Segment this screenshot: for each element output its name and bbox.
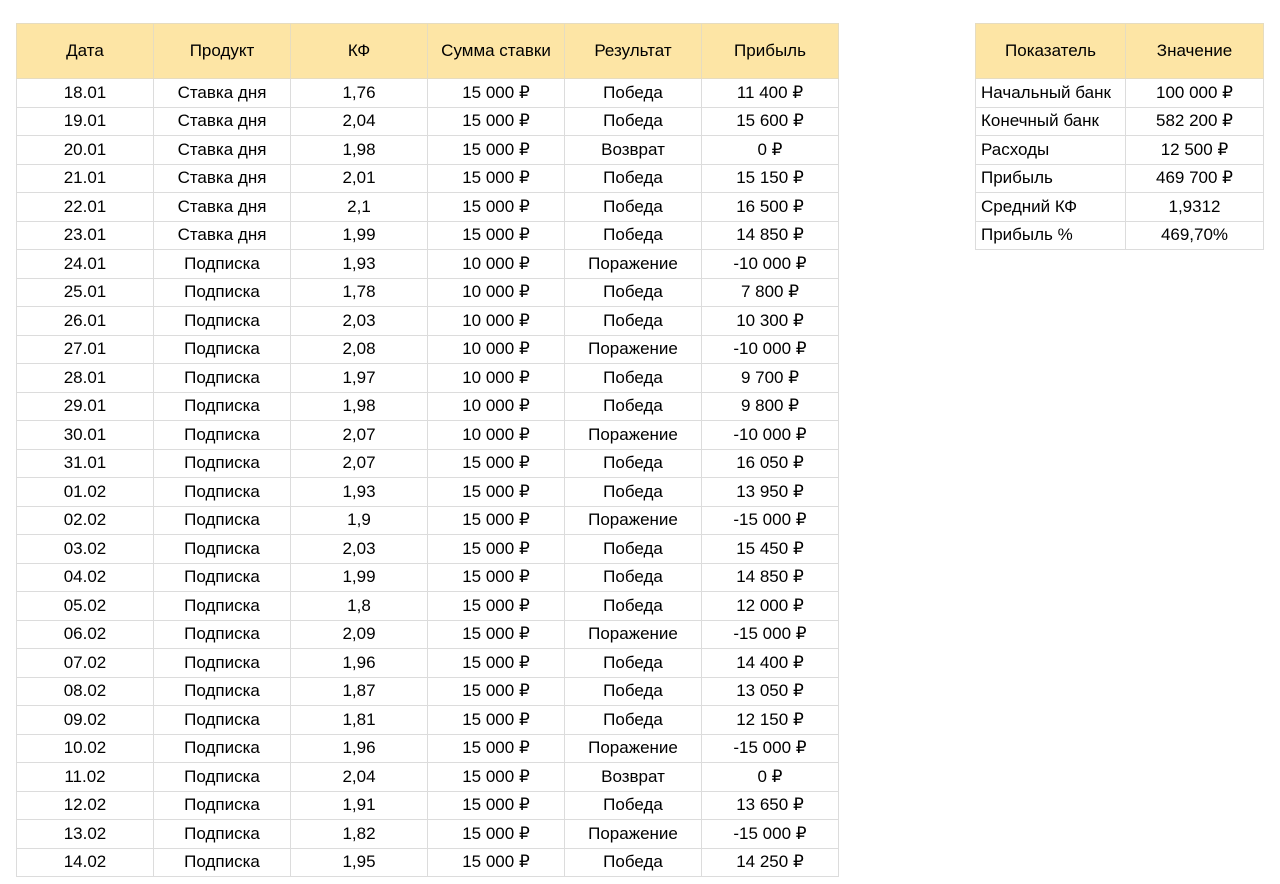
cell-result[interactable]: Поражение — [565, 820, 702, 849]
cell-odds[interactable]: 2,08 — [291, 335, 428, 364]
cell-result[interactable]: Победа — [565, 107, 702, 136]
cell-date[interactable]: 07.02 — [17, 649, 154, 678]
cell-stake[interactable]: 15 000 ₽ — [428, 79, 565, 108]
cell-result[interactable]: Победа — [565, 706, 702, 735]
summary-value-cell[interactable]: 100 000 ₽ — [1126, 79, 1264, 108]
cell-date[interactable]: 24.01 — [17, 250, 154, 279]
cell-result[interactable]: Поражение — [565, 506, 702, 535]
cell-profit[interactable]: 11 400 ₽ — [702, 79, 839, 108]
cell-odds[interactable]: 1,98 — [291, 136, 428, 165]
cell-profit[interactable]: 14 850 ₽ — [702, 563, 839, 592]
table-row — [17, 364, 839, 393]
cell-result[interactable]: Победа — [565, 592, 702, 621]
table-row — [17, 763, 839, 792]
cell-stake[interactable]: 15 000 ₽ — [428, 563, 565, 592]
cell-result[interactable]: Поражение — [565, 421, 702, 450]
cell-result[interactable]: Победа — [565, 79, 702, 108]
cell-product[interactable]: Подписка — [154, 478, 291, 507]
cell-stake[interactable]: 15 000 ₽ — [428, 677, 565, 706]
cell-product[interactable]: Подписка — [154, 620, 291, 649]
cell-profit[interactable]: -15 000 ₽ — [702, 506, 839, 535]
cell-stake[interactable]: 15 000 ₽ — [428, 791, 565, 820]
cell-stake[interactable]: 15 000 ₽ — [428, 649, 565, 678]
cell-odds[interactable]: 1,93 — [291, 478, 428, 507]
cell-product[interactable]: Подписка — [154, 706, 291, 735]
cell-profit[interactable]: 9 700 ₽ — [702, 364, 839, 393]
table-row — [17, 535, 839, 564]
cell-result[interactable]: Победа — [565, 364, 702, 393]
cell-product[interactable]: Подписка — [154, 677, 291, 706]
cell-stake[interactable]: 10 000 ₽ — [428, 250, 565, 279]
cell-result[interactable]: Возврат — [565, 136, 702, 165]
summary-label-cell[interactable]: Прибыль — [976, 164, 1126, 193]
cell-product[interactable]: Подписка — [154, 592, 291, 621]
cell-profit[interactable]: 12 000 ₽ — [702, 592, 839, 621]
header-indicator[interactable]: Показатель — [976, 24, 1126, 79]
bets-table-container — [16, 23, 839, 884]
cell-profit[interactable]: 12 150 ₽ — [702, 706, 839, 735]
bets-table — [16, 23, 839, 877]
cell-odds[interactable]: 1,98 — [291, 392, 428, 421]
cell-result[interactable]: Поражение — [565, 620, 702, 649]
cell-stake[interactable]: 10 000 ₽ — [428, 421, 565, 450]
cell-odds[interactable]: 2,07 — [291, 449, 428, 478]
cell-date[interactable]: 21.01 — [17, 164, 154, 193]
cell-profit[interactable]: -10 000 ₽ — [702, 421, 839, 450]
cell-profit[interactable]: 9 800 ₽ — [702, 392, 839, 421]
summary-table-container — [975, 23, 1264, 253]
cell-profit[interactable]: -15 000 ₽ — [702, 820, 839, 849]
cell-profit[interactable]: 15 150 ₽ — [702, 164, 839, 193]
cell-odds[interactable]: 1,99 — [291, 563, 428, 592]
cell-odds[interactable]: 2,04 — [291, 107, 428, 136]
table-row — [17, 164, 839, 193]
cell-stake[interactable]: 10 000 ₽ — [428, 392, 565, 421]
cell-odds[interactable]: 2,09 — [291, 620, 428, 649]
table-row — [17, 107, 839, 136]
table-row — [17, 335, 839, 364]
cell-product[interactable]: Подписка — [154, 820, 291, 849]
cell-odds[interactable]: 1,81 — [291, 706, 428, 735]
cell-odds[interactable]: 1,93 — [291, 250, 428, 279]
cell-stake[interactable]: 15 000 ₽ — [428, 820, 565, 849]
cell-date[interactable]: 02.02 — [17, 506, 154, 535]
cell-date[interactable]: 12.02 — [17, 791, 154, 820]
cell-date[interactable]: 05.02 — [17, 592, 154, 621]
summary-row — [976, 79, 1264, 108]
cell-product[interactable]: Подписка — [154, 335, 291, 364]
summary-row — [976, 164, 1264, 193]
header-result[interactable]: Результат — [565, 24, 702, 79]
cell-product[interactable]: Подписка — [154, 250, 291, 279]
cell-result[interactable]: Возврат — [565, 763, 702, 792]
summary-row — [976, 193, 1264, 222]
cell-profit[interactable]: 13 950 ₽ — [702, 478, 839, 507]
summary-table — [975, 23, 1264, 250]
cell-odds[interactable]: 1,8 — [291, 592, 428, 621]
header-stake[interactable]: Сумма ставки — [428, 24, 565, 79]
cell-stake[interactable]: 15 000 ₽ — [428, 107, 565, 136]
cell-date[interactable]: 13.02 — [17, 820, 154, 849]
cell-odds[interactable]: 1,99 — [291, 221, 428, 250]
cell-stake[interactable]: 15 000 ₽ — [428, 164, 565, 193]
table-row — [17, 392, 839, 421]
summary-value-cell[interactable]: 469,70% — [1126, 221, 1264, 250]
cell-date[interactable]: 03.02 — [17, 535, 154, 564]
cell-product[interactable]: Ставка дня — [154, 107, 291, 136]
cell-result[interactable]: Победа — [565, 449, 702, 478]
summary-label-cell[interactable]: Начальный банк — [976, 79, 1126, 108]
cell-profit[interactable]: 15 600 ₽ — [702, 107, 839, 136]
cell-profit[interactable]: 10 300 ₽ — [702, 307, 839, 336]
cell-product[interactable]: Подписка — [154, 421, 291, 450]
cell-stake[interactable]: 15 000 ₽ — [428, 449, 565, 478]
table-row — [17, 250, 839, 279]
table-row — [17, 734, 839, 763]
cell-product[interactable]: Подписка — [154, 278, 291, 307]
cell-date[interactable]: 09.02 — [17, 706, 154, 735]
cell-date[interactable]: 20.01 — [17, 136, 154, 165]
cell-stake[interactable]: 10 000 ₽ — [428, 335, 565, 364]
cell-profit[interactable]: -15 000 ₽ — [702, 734, 839, 763]
summary-value-cell[interactable]: 582 200 ₽ — [1126, 107, 1264, 136]
cell-profit[interactable]: 15 450 ₽ — [702, 535, 839, 564]
cell-profit[interactable]: -15 000 ₽ — [702, 620, 839, 649]
cell-profit[interactable]: 0 ₽ — [702, 763, 839, 792]
table-row — [17, 506, 839, 535]
cell-product[interactable]: Подписка — [154, 734, 291, 763]
cell-odds[interactable]: 2,04 — [291, 763, 428, 792]
cell-product[interactable]: Подписка — [154, 449, 291, 478]
header-date[interactable]: Дата — [17, 24, 154, 79]
cell-result[interactable]: Победа — [565, 392, 702, 421]
table-row — [17, 478, 839, 507]
cell-date[interactable]: 08.02 — [17, 677, 154, 706]
cell-profit[interactable]: -10 000 ₽ — [702, 250, 839, 279]
table-row — [17, 620, 839, 649]
table-row — [17, 592, 839, 621]
table-row — [17, 278, 839, 307]
cell-stake[interactable]: 15 000 ₽ — [428, 592, 565, 621]
cell-date[interactable]: 31.01 — [17, 449, 154, 478]
cell-stake[interactable]: 10 000 ₽ — [428, 307, 565, 336]
summary-value-cell[interactable]: 12 500 ₽ — [1126, 136, 1264, 165]
cell-odds[interactable]: 2,01 — [291, 164, 428, 193]
cell-stake[interactable]: 15 000 ₽ — [428, 506, 565, 535]
cell-product[interactable]: Ставка дня — [154, 164, 291, 193]
table-row — [17, 820, 839, 849]
cell-date[interactable]: 10.02 — [17, 734, 154, 763]
summary-value-cell[interactable]: 1,9312 — [1126, 193, 1264, 222]
cell-stake[interactable]: 15 000 ₽ — [428, 136, 565, 165]
summary-row — [976, 221, 1264, 250]
cell-odds[interactable]: 2,03 — [291, 307, 428, 336]
cell-date[interactable]: 25.01 — [17, 278, 154, 307]
cell-odds[interactable]: 1,9 — [291, 506, 428, 535]
cell-result[interactable]: Победа — [565, 221, 702, 250]
cell-profit[interactable]: 0 ₽ — [702, 136, 839, 165]
cell-odds[interactable]: 1,96 — [291, 649, 428, 678]
cell-date[interactable]: 29.01 — [17, 392, 154, 421]
cell-profit[interactable]: 13 050 ₽ — [702, 677, 839, 706]
cell-odds[interactable]: 1,78 — [291, 278, 428, 307]
cell-product[interactable]: Подписка — [154, 848, 291, 877]
table-row — [17, 563, 839, 592]
cell-result[interactable]: Победа — [565, 535, 702, 564]
cell-date[interactable]: 19.01 — [17, 107, 154, 136]
cell-stake[interactable]: 10 000 ₽ — [428, 364, 565, 393]
cell-result[interactable]: Победа — [565, 791, 702, 820]
cell-product[interactable]: Подписка — [154, 791, 291, 820]
cell-product[interactable]: Ставка дня — [154, 79, 291, 108]
cell-result[interactable]: Победа — [565, 478, 702, 507]
cell-profit[interactable]: 16 050 ₽ — [702, 449, 839, 478]
table-row — [17, 307, 839, 336]
cell-product[interactable]: Подписка — [154, 506, 291, 535]
cell-product[interactable]: Подписка — [154, 307, 291, 336]
cell-stake[interactable]: 15 000 ₽ — [428, 734, 565, 763]
cell-result[interactable]: Победа — [565, 164, 702, 193]
summary-table-header-row — [976, 24, 1264, 79]
cell-odds[interactable]: 1,87 — [291, 677, 428, 706]
cell-stake[interactable]: 15 000 ₽ — [428, 193, 565, 222]
cell-odds[interactable]: 1,95 — [291, 848, 428, 877]
cell-odds[interactable]: 1,97 — [291, 364, 428, 393]
summary-row — [976, 136, 1264, 165]
cell-odds[interactable]: 2,1 — [291, 193, 428, 222]
table-row — [17, 677, 839, 706]
summary-label-cell[interactable]: Конечный банк — [976, 107, 1126, 136]
cell-date[interactable]: 22.01 — [17, 193, 154, 222]
cell-product[interactable]: Ставка дня — [154, 136, 291, 165]
cell-stake[interactable]: 15 000 ₽ — [428, 620, 565, 649]
table-row — [17, 79, 839, 108]
cell-result[interactable]: Победа — [565, 307, 702, 336]
table-row — [17, 421, 839, 450]
cell-result[interactable]: Победа — [565, 848, 702, 877]
table-row — [17, 193, 839, 222]
cell-profit[interactable]: 14 850 ₽ — [702, 221, 839, 250]
summary-value-cell[interactable]: 469 700 ₽ — [1126, 164, 1264, 193]
table-row — [17, 221, 839, 250]
cell-stake[interactable]: 15 000 ₽ — [428, 535, 565, 564]
summary-table-body — [976, 79, 1264, 250]
cell-odds[interactable]: 1,96 — [291, 734, 428, 763]
cell-stake[interactable]: 15 000 ₽ — [428, 848, 565, 877]
cell-product[interactable]: Подписка — [154, 535, 291, 564]
summary-row — [976, 107, 1264, 136]
cell-date[interactable]: 28.01 — [17, 364, 154, 393]
cell-result[interactable]: Победа — [565, 677, 702, 706]
cell-product[interactable]: Подписка — [154, 364, 291, 393]
table-row — [17, 136, 839, 165]
cell-result[interactable]: Победа — [565, 193, 702, 222]
cell-profit[interactable]: 16 500 ₽ — [702, 193, 839, 222]
table-row — [17, 449, 839, 478]
header-product[interactable]: Продукт — [154, 24, 291, 79]
header-odds[interactable]: КФ — [291, 24, 428, 79]
table-row — [17, 649, 839, 678]
cell-date[interactable]: 23.01 — [17, 221, 154, 250]
table-row — [17, 791, 839, 820]
summary-label-cell[interactable]: Средний КФ — [976, 193, 1126, 222]
cell-date[interactable]: 06.02 — [17, 620, 154, 649]
cell-result[interactable]: Победа — [565, 278, 702, 307]
cell-date[interactable]: 18.01 — [17, 79, 154, 108]
summary-label-cell[interactable]: Прибыль % — [976, 221, 1126, 250]
table-row — [17, 848, 839, 877]
cell-profit[interactable]: 14 250 ₽ — [702, 848, 839, 877]
cell-odds[interactable]: 2,03 — [291, 535, 428, 564]
header-profit[interactable]: Прибыль — [702, 24, 839, 79]
cell-date[interactable]: 01.02 — [17, 478, 154, 507]
cell-result[interactable]: Победа — [565, 649, 702, 678]
cell-result[interactable]: Поражение — [565, 335, 702, 364]
cell-profit[interactable]: 13 650 ₽ — [702, 791, 839, 820]
cell-product[interactable]: Ставка дня — [154, 193, 291, 222]
cell-date[interactable]: 26.01 — [17, 307, 154, 336]
cell-result[interactable]: Победа — [565, 563, 702, 592]
summary-label-cell[interactable]: Расходы — [976, 136, 1126, 165]
cell-result[interactable]: Поражение — [565, 734, 702, 763]
cell-stake[interactable]: 15 000 ₽ — [428, 221, 565, 250]
cell-result[interactable]: Поражение — [565, 250, 702, 279]
cell-date[interactable]: 04.02 — [17, 563, 154, 592]
table-row — [17, 706, 839, 735]
cell-profit[interactable]: 14 400 ₽ — [702, 649, 839, 678]
cell-odds[interactable]: 2,07 — [291, 421, 428, 450]
cell-stake[interactable]: 15 000 ₽ — [428, 763, 565, 792]
cell-odds[interactable]: 1,76 — [291, 79, 428, 108]
cell-date[interactable]: 30.01 — [17, 421, 154, 450]
cell-date[interactable]: 14.02 — [17, 848, 154, 877]
bets-table-body — [17, 79, 839, 877]
cell-odds[interactable]: 1,82 — [291, 820, 428, 849]
cell-stake[interactable]: 15 000 ₽ — [428, 706, 565, 735]
header-value[interactable]: Значение — [1126, 24, 1264, 79]
cell-stake[interactable]: 10 000 ₽ — [428, 278, 565, 307]
cell-product[interactable]: Подписка — [154, 392, 291, 421]
cell-date[interactable]: 11.02 — [17, 763, 154, 792]
cell-profit[interactable]: -10 000 ₽ — [702, 335, 839, 364]
cell-stake[interactable]: 15 000 ₽ — [428, 478, 565, 507]
cell-date[interactable]: 27.01 — [17, 335, 154, 364]
cell-profit[interactable]: 7 800 ₽ — [702, 278, 839, 307]
bets-table-header-row — [17, 24, 839, 79]
cell-product[interactable]: Ставка дня — [154, 221, 291, 250]
cell-product[interactable]: Подписка — [154, 763, 291, 792]
cell-odds[interactable]: 1,91 — [291, 791, 428, 820]
cell-product[interactable]: Подписка — [154, 563, 291, 592]
cell-product[interactable]: Подписка — [154, 649, 291, 678]
